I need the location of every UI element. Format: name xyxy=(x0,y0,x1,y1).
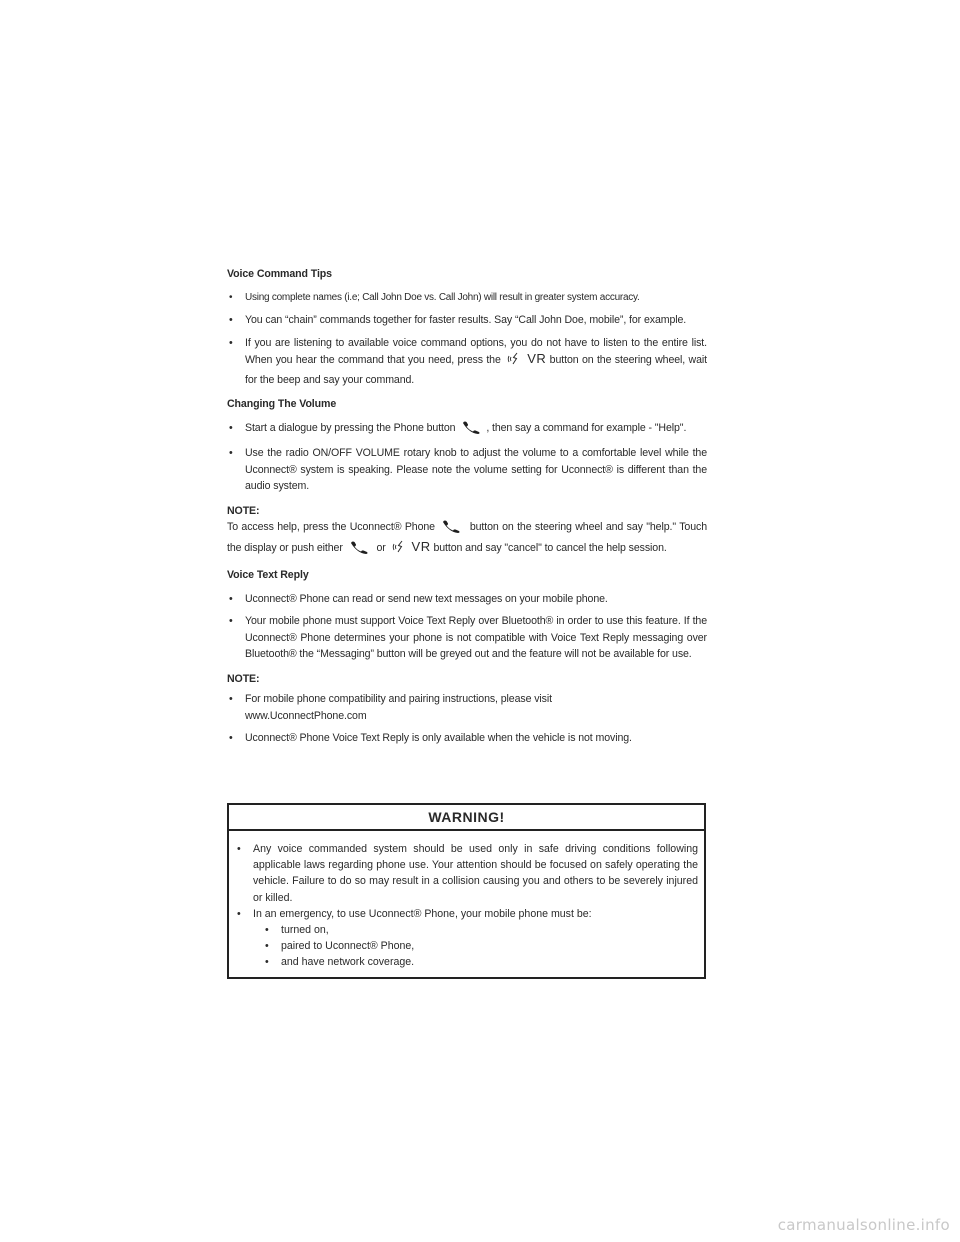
note-body xyxy=(227,519,707,559)
warning-title: WARNING! xyxy=(229,805,704,831)
vr-label: VR xyxy=(527,351,547,366)
text-reply-item xyxy=(227,591,707,608)
volume-text: Start a dialogue by pressing the Phone button xyxy=(245,421,456,434)
voice-tips-heading: Voice Command Tips xyxy=(227,268,332,280)
volume-text: Use the radio ON/OFF VOLUME rotary knob to adjust the volume to a comfortable level while the Uconnect® system is speaking. Please note the volume setting for Uconnect® is different than the audio system. xyxy=(245,447,707,492)
note-label: NOTE: xyxy=(227,504,260,517)
warning-item xyxy=(235,906,698,922)
volume-section xyxy=(227,396,707,495)
phone-icon xyxy=(461,420,483,440)
note-item xyxy=(227,691,707,724)
note-text: button and say "cancel" to cancel the help session. xyxy=(433,541,667,554)
voice-tip-text: button on the steering wheel, wait for the beep and say your command. xyxy=(245,354,707,386)
warning-item xyxy=(235,841,698,906)
warning-subitem: • paired to Uconnect® Phone, xyxy=(235,938,698,954)
text-reply-item xyxy=(227,613,707,663)
phone-icon xyxy=(349,540,371,560)
warning-subitem: • turned on, xyxy=(235,922,698,938)
watermark: carmanualsonline.info xyxy=(777,1216,950,1234)
voice-tip-item xyxy=(227,335,707,389)
warning-text: Any voice commanded system should be used only in safe driving conditions following applicable laws regarding phone use. Your attention should be focused on safely operating the vehicle. Failure to do so may result in a collision causing you and others to be severely injured or killed. xyxy=(253,843,698,904)
warning-body xyxy=(229,831,704,971)
warning-text: In an emergency, to use Uconnect® Phone, your mobile phone must be: xyxy=(253,907,592,920)
voice-tips-section xyxy=(227,266,707,388)
voice-tip-text: Using complete names (i.e; Call John Doe vs. Call John) will result in greater system accuracy. xyxy=(245,291,640,303)
voice-recognition-icon xyxy=(392,540,408,560)
text-reply-text: Your mobile phone must support Voice Text Reply over Bluetooth® in order to use this feature. If the Uconnect® Phone determines your phone is not compatible with Voice Text Reply messaging over Bluetooth® the “Messaging” button will be greyed out and the feature will not be available for use. xyxy=(245,615,707,660)
volume-heading: Changing The Volume xyxy=(227,398,337,410)
volume-text: , then say a command for example - "Help". xyxy=(486,421,687,434)
text-reply-heading: Voice Text Reply xyxy=(227,569,309,581)
note-text: For mobile phone compatibility and pairing instructions, please visit xyxy=(245,693,552,705)
voice-tip-item xyxy=(227,312,707,329)
warning-box xyxy=(227,803,706,979)
note-help-section xyxy=(227,503,707,560)
volume-item xyxy=(227,420,707,440)
text-reply-section xyxy=(227,567,707,663)
voice-tip-text: If you are listening to available voice command options, you do not have to listen to the entire list. When you hear the command that you need, press the xyxy=(245,336,707,366)
note-text: or xyxy=(376,541,386,554)
note-compat-section xyxy=(227,671,707,747)
text-reply-text: Uconnect® Phone can read or send new text messages on your mobile phone. xyxy=(245,592,608,605)
uconnect-url-link[interactable]: www.UconnectPhone.com xyxy=(245,709,367,722)
note-item xyxy=(227,730,707,747)
voice-recognition-icon xyxy=(507,352,523,372)
note-text: button on the steering wheel and say "help." Touch the display or push either xyxy=(227,521,708,554)
phone-icon xyxy=(441,519,463,539)
page-content xyxy=(227,266,707,755)
warning-subitem: • and have network coverage. xyxy=(235,954,698,970)
volume-item xyxy=(227,445,707,495)
note-text: Uconnect® Phone Voice Text Reply is only available when the vehicle is not moving. xyxy=(245,732,632,744)
vr-label: VR xyxy=(411,538,431,554)
voice-tip-item xyxy=(227,290,707,307)
note-label: NOTE: xyxy=(227,672,260,685)
note-text: To access help, press the Uconnect® Phone xyxy=(227,521,435,533)
voice-tip-text: You can “chain” commands together for faster results. Say “Call John Doe, mobile”, for example. xyxy=(245,314,687,326)
